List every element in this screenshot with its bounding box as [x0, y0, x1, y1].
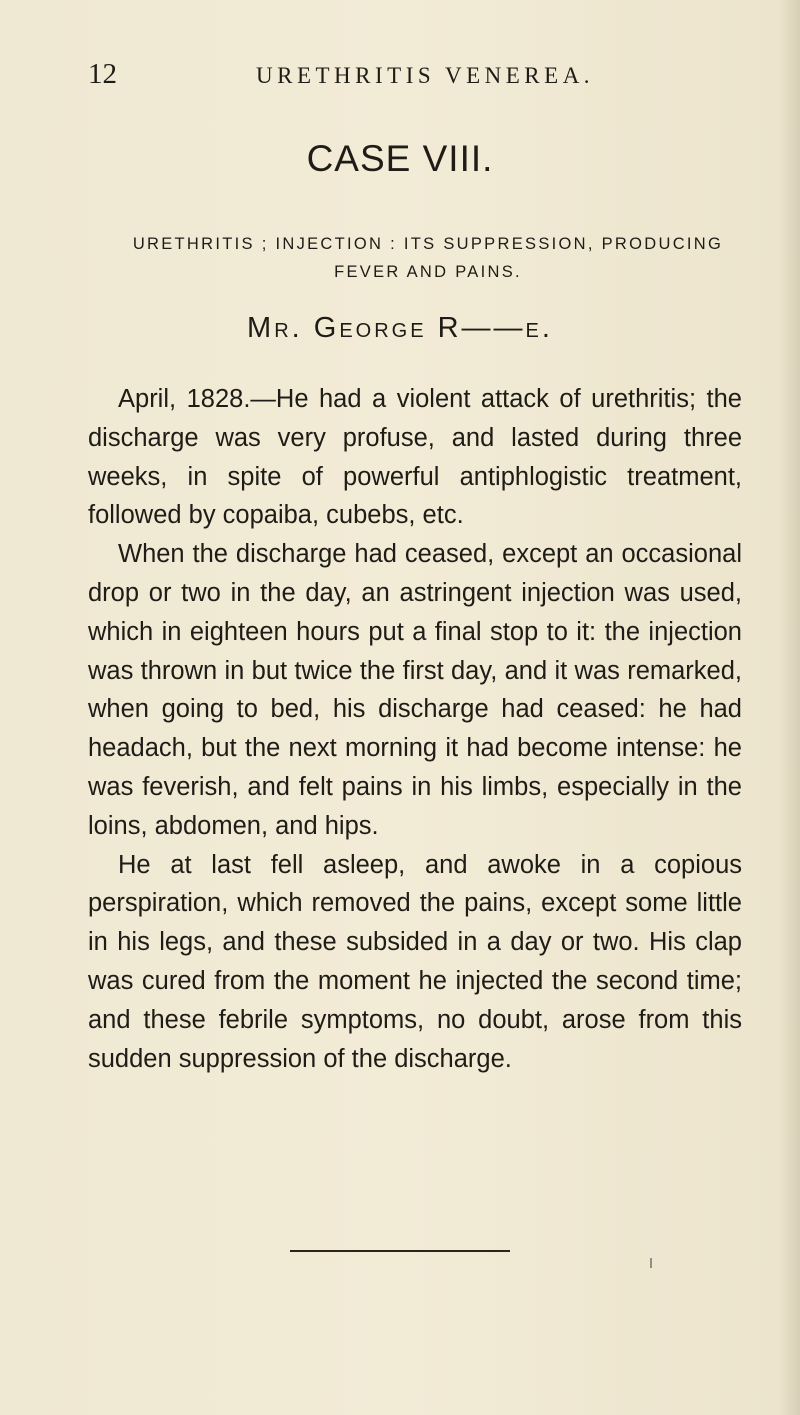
paragraph-history: April, 1828.—He had a violent attack of urethritis; the discharge was very profuse, and lasted during three weeks, in spite of powerful antiphlogistic treatment, followed by copaiba, cubebs, etc.: [88, 385, 742, 530]
page-number: 12: [88, 58, 117, 90]
page-edge-shadow: [778, 0, 800, 1415]
case-subtitle: URETHRITIS ; INJECTION : ITS SUPPRESSION, PRODUCING FEVER AND PAINS.: [132, 235, 724, 281]
section-end-rule: [290, 1250, 510, 1252]
running-head: URETHRITIS VENEREA.: [256, 63, 595, 88]
paper-mark: [650, 1258, 652, 1268]
case-title: CASE VIII.: [306, 138, 494, 179]
case-body: [88, 380, 742, 1078]
patient-name: Mr. George R——e.: [247, 312, 553, 344]
paragraph-recovery: He at last fell asleep, and awoke in a copious perspiration, which removed the pains, except some little in his legs, and these subsided in a day or two. His clap was cured from the moment he injected the second time; and these febrile symptoms, no doubt, arose from this sudden suppression of the discharge.: [88, 850, 742, 1073]
paragraph-injection: When the discharge had ceased, except an occasional drop or two in the day, an astringent injection was used, which in eighteen hours put a final stop to it: the injection was thrown in but twice the first day, and it was remarked, when going to bed, his discharge had ceased: he had headach, but the next morning it had become intense: he was feverish, and felt pains in his limbs, especially in the loins, abdomen, and hips.: [88, 540, 742, 840]
